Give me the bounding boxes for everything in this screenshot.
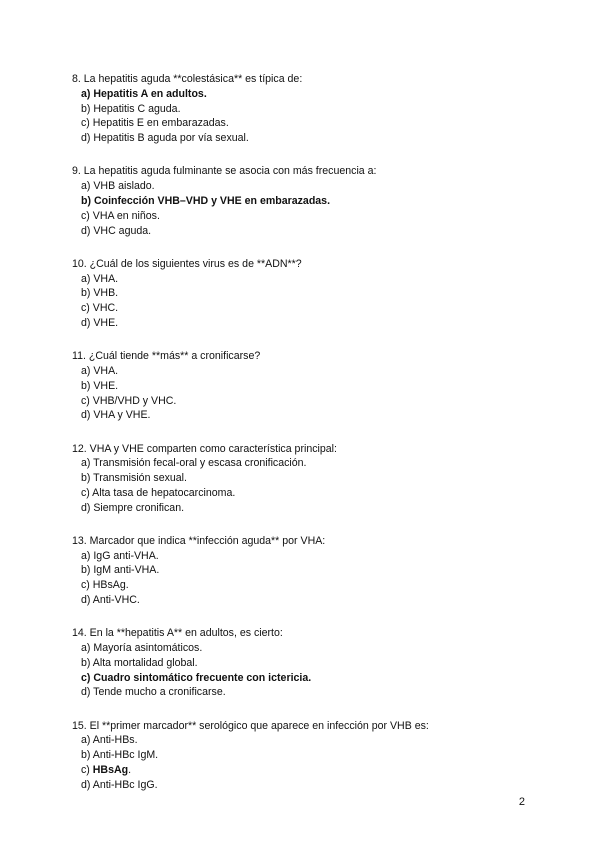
question-block xyxy=(72,534,542,608)
answer-option: b) VHB. xyxy=(81,287,119,300)
answer-option: b) Anti-HBc IgM. xyxy=(81,749,159,762)
answer-option: a) VHA. xyxy=(81,364,119,377)
answer-option: c) Alta tasa de hepatocarcinoma. xyxy=(81,486,236,499)
answer-option: c) VHC. xyxy=(81,302,119,315)
answer-option: a) Anti-HBs. xyxy=(81,734,138,747)
answer-option: c) VHA en niños. xyxy=(81,209,160,222)
answer-option: b) Hepatitis C aguda. xyxy=(81,102,181,115)
question-block xyxy=(72,257,542,331)
answer-highlight: HBsAg xyxy=(92,764,129,777)
answer-option: a) IgG anti-VHA. xyxy=(81,549,159,562)
question-block xyxy=(72,349,542,423)
answer-option: c) HBsAg. xyxy=(81,764,132,777)
question-block xyxy=(72,72,542,146)
answer-option: d) Anti-VHC. xyxy=(81,594,140,607)
answer-option: c) Cuadro sintomático frecuente con ictericia. xyxy=(81,671,312,684)
answer-option: a) Transmisión fecal-oral y escasa cronificación. xyxy=(81,457,307,470)
answer-option: a) Hepatitis A en adultos. xyxy=(81,87,207,100)
question-text: 11. ¿Cuál tiende **más** a cronificarse? xyxy=(72,350,261,363)
answer-option: b) IgM anti-VHA. xyxy=(81,564,160,577)
answer-option: c) Hepatitis E en embarazadas. xyxy=(81,117,229,130)
answer-option: b) Alta mortalidad global. xyxy=(81,656,198,669)
question-text: 8. La hepatitis aguda **colestásica** es típica de: xyxy=(72,73,303,85)
question-block xyxy=(72,626,542,700)
answer-option: d) VHA y VHE. xyxy=(81,409,151,422)
page-number: 2 xyxy=(518,796,525,808)
answer-option: d) Hepatitis B aguda por vía sexual. xyxy=(81,132,249,145)
question-block xyxy=(72,719,542,793)
question-block xyxy=(72,164,542,238)
question-text: 15. El **primer marcador** serológico que aparece en infección por VHB es: xyxy=(72,719,429,732)
answer-option: a) Mayoría asintomáticos. xyxy=(81,642,203,655)
question-text: 10. ¿Cuál de los siguientes virus es de **ADN**? xyxy=(72,257,302,270)
answer-option: d) VHE. xyxy=(81,316,119,329)
question-text: 9. La hepatitis aguda fulminante se asocia con más frecuencia a: xyxy=(72,165,377,178)
answer-option: b) Transmisión sexual. xyxy=(81,472,187,485)
answer-option: a) VHB aislado. xyxy=(81,180,155,193)
answer-option: b) Coinfección VHB–VHD y VHE en embarazadas. xyxy=(81,194,331,207)
answer-option: b) VHE. xyxy=(81,379,119,392)
answer-option: c) HBsAg. xyxy=(81,579,129,592)
answer-option: d) Anti-HBc IgG. xyxy=(81,778,158,791)
question-block xyxy=(72,442,542,516)
question-text: 12. VHA y VHE comparten como característica principal: xyxy=(72,442,337,455)
answer-option: d) VHC aguda. xyxy=(81,224,152,237)
question-text: 14. En la **hepatitis A** en adultos, es cierto: xyxy=(72,627,283,640)
answer-option: d) Tende mucho a cronificarse. xyxy=(81,686,226,699)
question-text: 13. Marcador que indica **infección aguda** por VHA: xyxy=(72,534,326,547)
answer-option: c) VHB/VHD y VHC. xyxy=(81,394,177,407)
answer-option: a) VHA. xyxy=(81,272,119,285)
answer-option: d) Siempre cronifican. xyxy=(81,501,185,514)
document-page xyxy=(72,72,542,811)
